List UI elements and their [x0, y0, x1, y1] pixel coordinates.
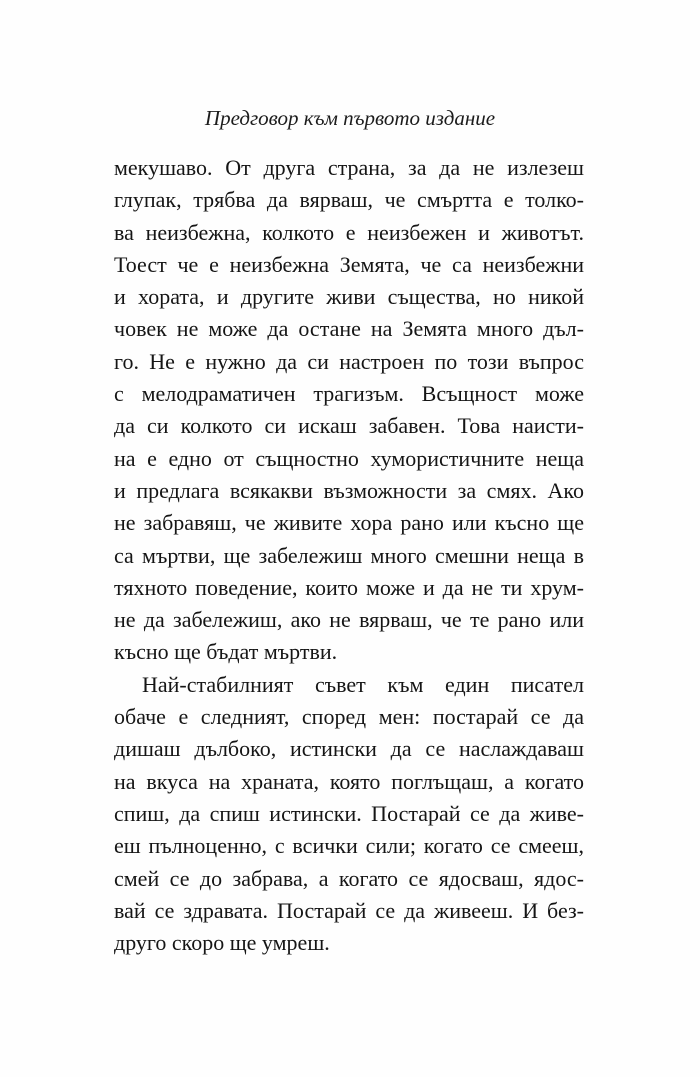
text-line: не забравяш, че живите хора рано или късно ще [114, 510, 584, 536]
text-line: вай се здравата. Постарай се да живееш. И без- [114, 897, 584, 923]
text-line: с мелодраматичен трагизъм. Всъщност може [114, 381, 584, 407]
text-line: глупак, трябва да вярваш, че смъртта е толко- [114, 187, 584, 213]
text-line: Тоест че е неизбежна Земята, че са неизбежни [114, 251, 584, 277]
text-line: тяхното поведение, които може и да не ти хрум- [114, 574, 584, 600]
text-line: човек не може да остане на Земята много дъл- [114, 316, 584, 342]
text-line: смей се до забрава, а когато се ядосваш, ядос- [114, 865, 584, 891]
text-line: не да забележиш, ако не вярваш, че те рано или [114, 607, 584, 633]
paragraph-1 [114, 152, 584, 669]
running-header: Предговор към първото издание [204, 106, 496, 130]
text-line: друго скоро ще умреш. [114, 930, 330, 956]
body-text [114, 152, 584, 959]
text-line: и хората, и другите живи същества, но никой [114, 284, 584, 310]
text-line: обаче е следният, според мен: постарай се да [114, 704, 584, 730]
text-line: го. Не е нужно да си настроен по този въпрос [114, 348, 584, 374]
text-line: Най-стабилният съвет към един писател [142, 671, 584, 697]
text-line: да си колкото си искаш забавен. Това наисти- [114, 413, 584, 439]
text-line: дишаш дълбоко, истински да се наслаждаваш [114, 736, 584, 762]
text-line: спиш, да спиш истински. Постарай се да живе- [114, 800, 584, 826]
text-line: мекушаво. От друга страна, за да не излезеш [114, 155, 584, 180]
text-line: и предлага всякакви възможности за смях. Ако [114, 477, 584, 503]
text-line: късно ще бъдат мъртви. [114, 639, 338, 665]
text-line: еш пълноценно, с всички сили; когато се смееш, [114, 833, 584, 859]
paragraph-2 [114, 669, 584, 960]
text-line: на е едно от същностно хумористичните неща [114, 445, 584, 471]
text-line: са мъртви, ще забележиш много смешни неща в [114, 542, 584, 568]
text-line: на вкуса на храната, която поглъщаш, а когато [114, 768, 584, 794]
text-line: ва неизбежна, колкото е неизбежен и животът. [114, 219, 584, 245]
